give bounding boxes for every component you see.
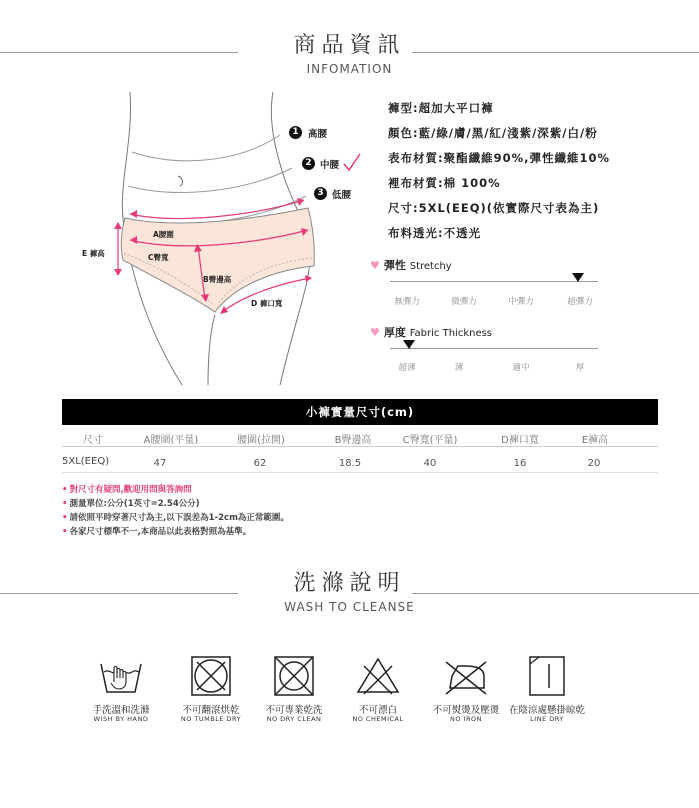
cell-size: 5XL(EEQ) xyxy=(62,456,110,467)
spec-style: 褲型:超加大平口褲 xyxy=(388,101,494,115)
note-1: • 對尺寸有疑問,歡迎用問與答詢問 xyxy=(62,485,192,495)
line-dry-icon xyxy=(525,656,569,696)
no-tumble-dry-label: 不可翻滾烘乾 xyxy=(182,705,240,716)
no-dry-clean-icon xyxy=(272,656,316,696)
thickness-option-2: 適中 xyxy=(512,363,530,373)
cell-hip-width: 40 xyxy=(423,458,437,469)
thickness-label: ♥ 厚度 Fabric Thickness xyxy=(370,326,493,339)
thickness-scale-line xyxy=(390,348,598,349)
no-tumble-dry-label-en: NO TUMBLE DRY xyxy=(180,715,242,723)
heart-icon: ♥ xyxy=(370,326,380,339)
size-table-title: 小褲實量尺寸(cm) xyxy=(62,399,658,425)
dim-b-label: B臀邊高 xyxy=(203,275,232,284)
no-bleach-icon xyxy=(356,656,400,696)
wash-title-cn: 洗滌說明 xyxy=(293,571,406,596)
stretch-option-0: 無彈力 xyxy=(394,297,420,307)
col-header-side-height: B臀邊高 xyxy=(334,435,372,446)
no-dry-clean-label: 不可專業乾洗 xyxy=(265,705,323,716)
spec-size: 尺寸:5XL(EEQ)(依實際尺寸表為主) xyxy=(388,201,600,215)
low-waist-label: 低腰 xyxy=(332,190,352,201)
col-header-height: E褲高 xyxy=(581,435,609,446)
col-header-size: 尺寸 xyxy=(83,435,103,446)
note-4: • 各家尺寸標準不一,本商品以此表格對照為基準。 xyxy=(62,527,252,537)
dim-d-label: D 褲口寬 xyxy=(251,299,283,308)
heart-icon: ♥ xyxy=(370,259,380,272)
table-bottom-rule xyxy=(62,472,658,473)
table-divider xyxy=(62,446,658,447)
waist-number-1: 1 xyxy=(289,126,302,139)
thickness-option-0: 超薄 xyxy=(398,363,416,373)
note-3: • 請依照平時穿著尺寸為主,以下誤差為1-2cm為正常範圍。 xyxy=(62,513,289,523)
spec-colors: 顏色:藍/綠/膚/黑/紅/淺紫/深紫/白/粉 xyxy=(388,126,598,140)
no-bleach-label-en: NO CHEMICAL xyxy=(352,715,404,723)
spec-outer-fabric: 表布材質:聚酯纖維90%,彈性纖維10% xyxy=(388,151,611,165)
info-title-cn: 商品資訊 xyxy=(293,33,406,58)
waist-number-2: 2 xyxy=(302,157,315,170)
no-iron-icon xyxy=(444,656,488,696)
line-dry-label-en: LINE DRY xyxy=(530,715,564,723)
dim-e-label: E 褲高 xyxy=(82,249,105,258)
stretch-marker xyxy=(572,273,584,282)
stretch-option-1: 微彈力 xyxy=(451,297,477,307)
hand-wash-icon xyxy=(99,656,143,696)
dim-c-label: C臀寬 xyxy=(148,253,169,262)
info-section-title xyxy=(0,28,699,76)
col-header-waist-stretched: 腰圍(拉開) xyxy=(237,435,285,446)
wash-section-title xyxy=(0,566,699,614)
cell-leg-opening: 16 xyxy=(513,458,527,469)
spec-opacity: 布料透光:不透光 xyxy=(388,226,482,240)
cell-waist-stretched: 62 xyxy=(253,458,267,469)
hand-wash-label-en: WISH BY HAND xyxy=(93,715,149,723)
dim-a-label: A腰圍 xyxy=(153,230,174,239)
thickness-option-1: 薄 xyxy=(454,363,464,373)
mid-waist-label: 中腰 xyxy=(320,160,340,171)
thickness-option-3: 厚 xyxy=(575,363,585,373)
waist-number-3: 3 xyxy=(314,187,327,200)
col-header-hip-width: C臀寬(平量) xyxy=(402,435,458,446)
cell-side-height: 18.5 xyxy=(338,458,362,469)
line-dry-label: 在陰涼處懸掛晾乾 xyxy=(508,705,585,716)
high-waist-label: 高腰 xyxy=(308,129,328,140)
stretch-label: ♥ 彈性 Stretchy xyxy=(370,259,452,272)
stretch-option-2: 中彈力 xyxy=(508,297,534,307)
wash-title-en: WASH TO CLEANSE xyxy=(284,600,415,614)
note-2: • 測量單位:公分(1英寸=2.54公分) xyxy=(62,499,200,509)
col-header-leg-opening: D褲口寬 xyxy=(501,435,539,446)
no-iron-label-en: NO IRON xyxy=(450,715,482,723)
spec-lining: 裡布材質:棉 100% xyxy=(388,176,501,190)
cell-waist-flat: 47 xyxy=(153,458,167,469)
stretch-scale-line xyxy=(390,281,598,282)
info-title-en: INFOMATION xyxy=(306,62,393,76)
stretch-option-3: 超彈力 xyxy=(567,297,593,307)
no-dry-clean-label-en: NO DRY CLEAN xyxy=(266,715,322,723)
no-tumble-dry-icon xyxy=(189,656,233,696)
cell-height: 20 xyxy=(587,458,601,469)
hand-wash-label: 手洗溫和洗滌 xyxy=(92,705,150,716)
thickness-marker xyxy=(403,340,415,349)
no-bleach-label: 不可漂白 xyxy=(358,705,397,716)
col-header-waist-flat: A腰圍(平量) xyxy=(143,435,199,446)
no-iron-label: 不可熨燙及壓燙 xyxy=(432,705,500,716)
